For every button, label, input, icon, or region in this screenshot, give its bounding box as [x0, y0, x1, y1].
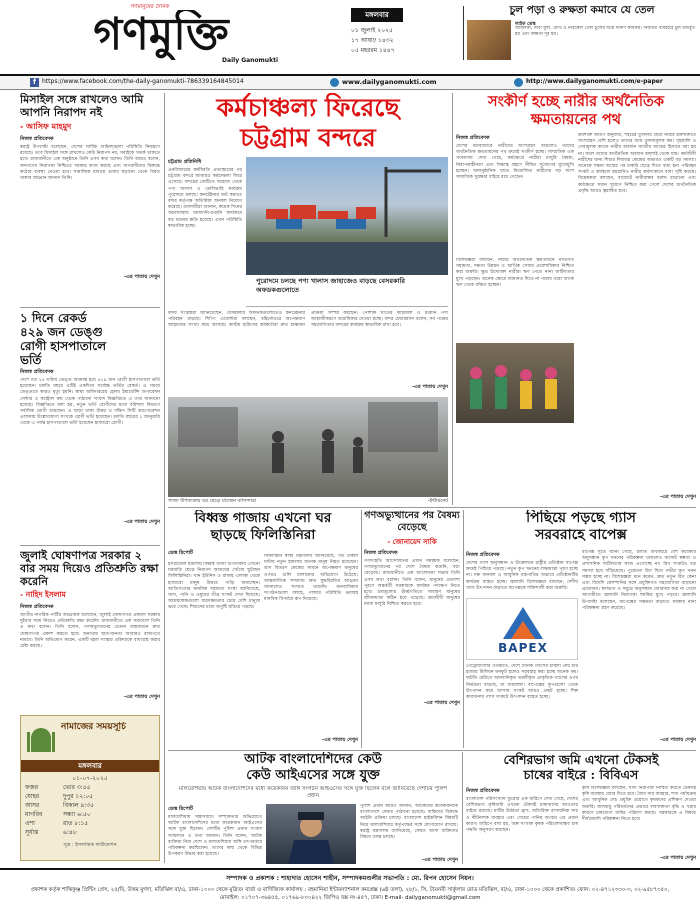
- ctg-tag: চট্টগ্রাম প্রতিনিধি: [168, 159, 202, 165]
- mosque-icon: [25, 722, 57, 754]
- epaper-icon: [514, 78, 523, 87]
- top-ad-box: [467, 4, 697, 64]
- missile-author: - আসিফ মাহমুদ: [20, 121, 72, 131]
- footer-line-2: প্রকাশক কর্তৃক শান্তিকুঞ্জ প্রিন্টিং প্রেস, ২৫/বি, উত্তর মুগদা, মতিঝিল বা/এ, ঢাকা-১০০০ থেকে মুদ্রিত। বার্তা ও বাণিজ্যিক কার্যালয় : রহমানিয়া ইন্টারন্যাশনাল কমপ্লেক্স (৬ষ্ঠ তলা), ২৮/১, সি, টয়েনবী সার্কুলার রোড মতিঝিল, বা/এ, ঢাকা-১০০০ থেকে প্রকাশিত। ফোন: ০২-৪৭১২৩৩০-৩, ০২-৯৫৮৭৩৫০, মোবাইল: ০১৭০৭-৩৬৪৫৫, ০১৭৬৯-৮০০৪২২ জিপিও বক্স নং-৪৫৭, ঢাকা। E-mail- dailyganomukti@gmail.com: [30, 887, 670, 901]
- women-workers-photo: [456, 343, 574, 423]
- gaza-body-2: ফিলিস্তিনি স্বাস্থ্য মন্ত্রণালয় জানিয়েছে, গত চব্বিশ ঘণ্টায় নতুন হামলায় অনেক মানুষ নিহত হয়েছেন। ত্রাণ বিতরণ কেন্দ্রের সামনে অপেক্ষমাণ মানুষের ওপরও গুলি চালানোর অভিযোগ উঠেছে। আন্তর্জাতিক সম্প্রদায় দ্রুত যুদ্ধবিরতির আহ্বান জানালেও সংঘাত থামেনি। মানবাধিকার সংগঠনগুলো বলছে, গাজার পরিস্থিতি ভয়াবহ মানবিক বিপর্যয়ে রূপ নিয়েছে।: [264, 554, 358, 603]
- ctg-caption: [246, 277, 448, 307]
- top-ad-photo: [467, 20, 511, 60]
- inequality-body: গণসংহতি আন্দোলনের প্রধান সমন্বয়ক বলেছেন, গণঅভ্যুত্থানের পর দেশে বৈষম্য কমেনি, বরং বেড়েছে। রাজধানীতে এক আলোচনা সভায় তিনি এসব কথা বলেন। তিনি বলেন, মানুষের প্রত্যাশা পূরণে অন্তর্বর্তী সরকারকে কার্যকর পদক্ষেপ নিতে হবে। দ্রব্যমূল্যের ঊর্ধ্বগতিতে সাধারণ মানুষের জীবনযাত্রা কঠিন হয়ে পড়েছে। শ্রমজীবী মানুষের ন্যায্য মজুরি নিশ্চিত করতে হবে।: [364, 559, 460, 608]
- date-english: ০১ জুলাই ২০২৫: [351, 27, 393, 34]
- prayer-name: এশা: [25, 820, 35, 827]
- prayer-row: [25, 828, 155, 837]
- women-continue[interactable]: -এর পাতায় দেখুন: [659, 494, 696, 500]
- dengue-tag: নিজস্ব প্রতিবেদক: [20, 369, 54, 375]
- prayer-day: মঙ্গলবার: [21, 760, 159, 772]
- land-continue[interactable]: -এর পাতায় দেখুন: [659, 855, 696, 861]
- land-tag: নিজস্ব প্রতিবেদক: [466, 788, 500, 794]
- url-bar: [0, 74, 700, 90]
- ctg-caption-text: পুরোদমে চলছে পণ্য খালাস জাহাজেও বাড়ছে বেসরকারি অফডকগুলোতে: [256, 277, 406, 294]
- masthead: [0, 0, 700, 74]
- july-author: - নাহিদ ইসলাম: [20, 590, 66, 599]
- dengue-headline: ১ দিনে রেকর্ড ৪২৯ জন ডেঙ্গু রোগী হাসপাতালে ভর্তি: [20, 311, 107, 367]
- police-headline-line1: আটক বাংলাদেশিদের কেউ: [244, 752, 382, 767]
- masthead-tagline: গণমানুষের দৈনিক: [130, 4, 170, 10]
- bapex-body-1: দেশের গ্যাস অনুসন্ধান ও উত্তোলনে রাষ্ট্রীয় প্রতিষ্ঠান বাপেক্স ক্রমেই পিছিয়ে পড়ছে। নতুন কূপ খননের লক্ষ্যমাত্রা পূরণ হচ্ছে না। দক্ষ জনবল ও আধুনিক যন্ত্রপাতির অভাবে প্রতিষ্ঠানটির কার্যক্রম ব্যাহত হচ্ছে। জ্বালানি বিশেষজ্ঞরা বলছেন, দেশীয় গ্যাস উৎপাদন বাড়াতে বাপেক্সকে শক্তিশালী করা জরুরি।: [466, 561, 578, 591]
- ctg-body-1: এনবিআরের কর্মবিরতি প্রত্যাহারের পর চট্টগ্রাম বন্দরে আবারও কর্মচাঞ্চল্য ফিরে এসেছে। বন্দরের জেটিতে জাহাজ থেকে পণ্য খালাস ও ডেলিভারি কার্যক্রম পুরোদমে চলছে। কনটেইনার জট কমাতে বন্দর কর্তৃপক্ষ অতিরিক্ত জনবল নিয়োগ করেছে। ব্যবসায়ীরা জানান, কয়েক দিনের অচলাবস্থায় আমদানি-রপ্তানি কার্যক্রমে বড় ধরনের ক্ষতি হয়েছে। এখন পরিস্থিতি স্বাভাবিক হচ্ছে।: [168, 168, 242, 229]
- gaza-story: [168, 510, 358, 748]
- ctg-headline-line1: কর্মচাঞ্চল্য ফিরেছে: [216, 93, 400, 122]
- website-link[interactable]: www.dailyganomukti.com: [342, 78, 437, 86]
- missile-body: স্বরাষ্ট্র উপদেষ্টা বলেছেন, দেশের সার্বিক আইনশৃঙ্খলা পরিস্থিতি নিয়ন্ত্রণে রয়েছে। তবে মিসাইল সঙ্গে রাখলেও কেউ নিরাপদ নয়, সবাইকে সতর্ক থাকতে হবে। রাজধানীতে এক অনুষ্ঠানে তিনি এসব কথা বলেন। তিনি আরও বলেন, জনগণের নিরাপত্তা নিশ্চিতে সরকার কাজ করছে এবং অপরাধীদের বিরুদ্ধে কঠোর ব্যবস্থা নেওয়া হবে। সামাজিক মাধ্যমে গুজব ছড়ানো থেকে বিরত থাকার আহ্বান জানান তিনি।: [20, 145, 160, 182]
- bapex-tag: নিজস্ব প্রতিবেদক: [466, 552, 500, 558]
- police-text-col: [168, 804, 262, 864]
- date-bangla: ১৭ আষাঢ় ১৪৩২: [351, 37, 394, 44]
- sunset-time: ৬:৪৮: [63, 829, 77, 836]
- prayer-name: মাগরিব: [25, 811, 43, 818]
- dengue-story: [20, 311, 160, 541]
- prayer-table: [25, 783, 155, 837]
- police-body-2: পুলিশ প্রধান আরও জানান, আটকদের কয়েকজনকে বাংলাদেশে ফেরত পাঠানো হয়েছে। বাকিদের বিরুদ্ধে আইনি প্রক্রিয়া চলছে। বাংলাদেশ হাইকমিশন বিষয়টি নিয়ে মালয়েশিয়ার কর্তৃপক্ষের সঙ্গে যোগাযোগ রাখছে। স্বরাষ্ট্র মন্ত্রণালয় জানিয়েছে, ফেরত আসা ব্যক্তিদের বিষয়ে তদন্ত চলছে।: [360, 804, 458, 841]
- police-body-1: মালয়েশিয়ায় সন্ত্রাসবাদে সম্পৃক্ততার অভিযোগে আটক বাংলাদেশিদের মধ্যে কয়েকজন আইএসের সঙ্গে যুক্ত ছিলেন। দেশটির পুলিশ প্রধান সংবাদ সম্মেলনে এ তথ্য জানান। তিনি বলেন, আটক ব্যক্তিরা নিজ দেশে ও মালয়েশিয়ায় জঙ্গি তৎপরতার পরিকল্পনা করছিলেন। তাদের কাছ থেকে বিভিন্ন উপকরণ উদ্ধার করা হয়েছে।: [168, 815, 262, 858]
- prayer-row: [25, 801, 155, 810]
- left-column: [20, 93, 160, 863]
- gaza-photo-credit: -ইন্টারনেট: [427, 498, 448, 504]
- police-deck: মালয়েশিয়ায় আটক বাংলাদেশিদের মধ্যে কয়েকজন জঙ্গি সংগঠন আইএসের সঙ্গে যুক্ত ছিলেন বলে জানিয়েছে দেশটির পুলিশ প্রধান: [178, 786, 448, 799]
- gaza-body-1: ইসরায়েলি হামলায় বিধ্বস্ত গাজা উপত্যকায় এখনো ঘরবাড়ি ছেড়ে নিরাপদ আশ্রয়ের খোঁজে ছুটছেন ফিলিস্তিনিরা। খান ইউনিস ও রাফাহ এলাকা থেকে হাজারো মানুষ উত্তরে পাড়ি জমাচ্ছেন। জাতিসংঘের মানবিক সহায়তা সংস্থা জানিয়েছে, খাদ্য, পানি ও ওষুধের তীব্র সংকট দেখা দিয়েছে। আশ্রয়কেন্দ্রগুলো ধারণক্ষমতার চেয়ে বেশি মানুষে ভরে গেছে। শিশুদের মধ্যে অপুষ্টি ছড়িয়ে পড়ছে।: [168, 562, 260, 611]
- land-headline-line1: বেশিরভাগ জমি এখনো টেকসই: [503, 752, 659, 767]
- women-text-col-1: [456, 133, 574, 253]
- missile-story: [20, 93, 160, 303]
- police-continue[interactable]: -এর পাতায় দেখুন: [421, 857, 458, 863]
- facebook-icon: f: [30, 78, 39, 87]
- masthead-title-en: Daily Ganomukti: [222, 57, 278, 64]
- gaza-headline-line2: ছাড়ছে ফিলিস্তিনিরা: [210, 527, 316, 543]
- bapex-logo-image: [466, 598, 578, 660]
- ctg-continue[interactable]: -এর পাতায় দেখুন: [411, 384, 448, 390]
- ctg-body-2: বন্দর সংশ্লিষ্টরা জানিয়েছেন, বেসরকারি অফডকগুলোতেও কনটেইনার পরিবহন বাড়ছে। শিপিং এজেন্টরা বলছেন, বহির্নোঙরে অপেক্ষমাণ জাহাজের সংখ্যা কমে আসছে। কাস্টম হাউসের কর্মকর্তারা দ্রুত শুল্কায়ন প্রক্রিয়া সম্পন্ন করছেন। পোশাক খাতের কাঁচামাল ও রপ্তানি পণ্য জাহাজীকরণে অগ্রাধিকার দেওয়া হচ্ছে। বন্দর চেয়ারম্যান বলেন, সব পক্ষের সহযোগিতায় বন্দরের কার্যক্রম স্বাভাবিক রাখা হবে।: [168, 311, 448, 329]
- prayer-time: দুপুর ১২:০৫: [63, 793, 94, 800]
- prayer-name: আসর: [25, 802, 40, 809]
- prayer-row: [25, 783, 155, 792]
- land-body-1: বাংলাদেশ পরিসংখ্যান ব্যুরোর এক জরিপে দেখা গেছে, দেশের বেশিরভাগ কৃষিজমি এখনো টেকসই চাষাবাদের আওতার বাইরে রয়েছে। মাটির উর্বরতা হ্রাস, অতিরিক্ত রাসায়নিক সার ও কীটনাশক ব্যবহার এবং সেচের পানির অপচয় এর প্রধান কারণ। জরিপে বলা হয়, অল্প সংখ্যক কৃষক পরিবেশবান্ধব চাষ পদ্ধতি অনুসরণ করছেন।: [466, 797, 578, 834]
- women-story: [456, 93, 696, 505]
- prayer-time: রাত ৮:১৫: [63, 820, 89, 827]
- missile-tag: নিজস্ব প্রতিবেদক: [20, 136, 54, 142]
- women-headline: সংকীর্ণ হচ্ছে নারীর অর্থনৈতিক ক্ষমতায়নের পথ: [487, 93, 665, 128]
- july-continue[interactable]: -এর পাতায় দেখুন: [123, 694, 160, 700]
- prayer-title: নামাজের সময়সূচি: [61, 722, 126, 732]
- top-ad-byline: লাইফ ডেস্ক: [515, 22, 536, 27]
- women-tag: নিজস্ব প্রতিবেদক: [456, 135, 490, 141]
- inequality-story: [364, 510, 460, 748]
- inequality-continue[interactable]: -এর পাতায় দেখুন: [423, 700, 460, 706]
- epaper-link[interactable]: http://www.dailyganomukti.com/e-paper: [526, 78, 663, 85]
- police-chief-photo: [266, 804, 356, 864]
- women-body-1: দেশের শ্রমবাজারে নারীদের অংশগ্রহণ বাড়লেও তাদের অর্থনৈতিক ক্ষমতায়নের পথ ক্রমেই সংকীর্ণ হচ্ছে। সাম্প্রতিক এক গবেষণায় দেখা গেছে, কর্মক্ষেত্রে নারীরা মজুরি বৈষম্য, নিরাপত্তাহীনতা এবং সিদ্ধান্ত গ্রহণে সীমিত সুযোগের মুখোমুখি হচ্ছেন। অনানুষ্ঠানিক খাতে নিয়োজিত নারীদের বড় অংশ সামাজিক সুরক্ষার বাইরে রয়ে গেছেন।: [456, 144, 574, 181]
- prayer-row: [25, 810, 155, 819]
- bapex-body-2: পেট্রোবাংলার তথ্যমতে, দেশে দৈনিক গ্যাসের চাহিদা প্রায় চার হাজার মিলিয়ন ঘনফুট হলেও সরবরাহ করা হচ্ছে অনেক কম। ঘাটতি মেটাতে আমদানিকৃত তরলীকৃত প্রাকৃতিক গ্যাসের ওপর নির্ভরতা বাড়ছে, যা ব্যয়বহুল। বাপেক্সের কূপগুলো থেকে উৎপাদন কমে আসায় সংকট আরও প্রকট হচ্ছে। শিল্প কারখানায় গ্যাস সংকটে উৎপাদন ব্যাহত হচ্ছে।: [466, 664, 578, 701]
- dengue-body: দেশে গত ২৪ ঘণ্টায় ডেঙ্গু আক্রান্ত হয়ে ৪২৯ জন রোগী হাসপাতালে ভর্তি হয়েছেন। চলতি বছরে এটিই একদিনে সর্বোচ্চ ভর্তির রেকর্ড। এ সময়ে ডেঙ্গুতে কারও মৃত্যু হয়নি। স্বাস্থ্য অধিদপ্তরের হেলথ ইমার্জেন্সি অপারেশন সেন্টার ও কন্ট্রোল রুম থেকে পাঠানো সংবাদ বিজ্ঞপ্তিতে এ তথ্য জানানো হয়েছে। বিজ্ঞপ্তিতে বলা হয়, নতুন ভর্তি রোগীদের মধ্যে বরিশাল বিভাগে সর্বাধিক রোগী রয়েছেন। এ ছাড়া ঢাকা উত্তর ও দক্ষিণ সিটি করপোরেশন এলাকায় উল্লেখযোগ্য সংখ্যক রোগী ভর্তি হয়েছেন। চলতি বছরের ১ জানুয়ারি থেকে এ পর্যন্ত হাসপাতালে ভর্তি হয়েছেন হাজারো রোগী।: [20, 378, 160, 427]
- prayer-date: ০১-০৭-২০২৫: [72, 775, 108, 782]
- bapex-headline-line2: সরবরাহে বাপেক্স: [535, 527, 627, 543]
- bapex-story: [466, 510, 696, 748]
- prayer-times-box: [20, 715, 160, 861]
- gaza-photo: [168, 397, 448, 497]
- ctg-headline-line2: চট্টগ্রাম বন্দরে: [240, 123, 376, 152]
- footer-line-1: সম্পাদক ও প্রকাশক : শাহাদাত হোসেন শাহীন, সম্পাদকমণ্ডলীর সভাপতি : মো. রিপন হোসেন নিয়ন।: [226, 875, 474, 882]
- facebook-link[interactable]: https://www.facebook.com/the-daily-ganomukti-786339164845014: [42, 78, 244, 85]
- inequality-author: - জোনায়েদ সাকি: [387, 537, 437, 546]
- missile-headline: মিসাইল সঙ্গে রাখলেও আমি আপনি নিরাপদ নই: [20, 93, 144, 119]
- top-ad-title: চুল পড়া ও রুক্ষতা কমাবে যে তেল: [509, 4, 655, 16]
- top-ad-text: আমলকী, জবা ফুল, মেথি ও নারকেল তেল চুলের যত্নে দারুণ কার্যকর। নিয়মিত ব্যবহারে চুল মজবুত হয় এবং রুক্ষতা দূর হয়।: [515, 26, 695, 38]
- missile-continue[interactable]: -এর পাতায় দেখুন: [123, 274, 160, 280]
- weekday-label: মঙ্গলবার: [351, 8, 403, 22]
- july-story: [20, 549, 160, 714]
- land-headline-line2: চাষের বাইরে : বিবিএস: [523, 767, 639, 782]
- prayer-name: যোহর: [25, 793, 40, 800]
- bapex-text-col-1: [466, 550, 578, 594]
- bapex-continue[interactable]: -এর পাতায় দেখুন: [659, 737, 696, 743]
- masthead-title: গণমুক্তি: [93, 10, 229, 60]
- women-body-2: বিশেষজ্ঞরা বলছেন, নারীর অর্থনৈতিক ক্ষমতায়নে নীতিগত সহায়তা, দক্ষতা উন্নয়ন ও আর্থিক সেবায় প্রবেশাধিকার নিশ্চিত করা জরুরি। ক্ষুদ্র উদ্যোক্তা নারীরা ঋণ পেতে নানা জটিলতার মুখে পড়ছেন। অনেক ক্ষেত্রে জামানত দিতে না পারায় তারা ব্যাংক ঋণ থেকে বঞ্চিত হচ্ছেন।: [456, 258, 574, 288]
- police-tag: ডেস্ক রিপোর্ট: [168, 806, 193, 812]
- women-body-3: শ্রমশক্তি জরিপ অনুযায়ী, শহরের তুলনায় গ্রামে নারীর শ্রমশক্তিতে অংশগ্রহণ বেশি হলেও তাদের আয় তুলনামূলক কম। গৃহস্থালি ও সেবামূলক কাজে নারীর অবদান জাতীয় আয়ের হিসাবে ধরা হয় না। ফলে তাদের অর্থনৈতিক অবদান অদৃশ্যই থেকে যায়। কর্মজীবী নারীদের জন্য শিশুর দিবাযত্ন কেন্দ্রের অভাবও একটি বড় সমস্যা। অনেকে সন্তান জন্মের পর চাকরি ছেড়ে দিতে বাধ্য হন। পরিবহন সংকট ও কর্মস্থলে হয়রানিও নারীর কর্মসংস্থানে বাধা সৃষ্টি করছে। বিশ্লেষকরা বলছেন, বাজেটে নারীবান্ধব বরাদ্দ বাড়ানো এবং কর্মক্ষেত্রে সমান সুযোগ নিশ্চিত করা গেলে দেশের অর্থনৈতিক প্রবৃদ্ধি আরও ত্বরান্বিত হবে।: [578, 133, 696, 194]
- prayer-source: সূত্র : ইসলামিক ফাউন্ডেশন: [63, 842, 117, 848]
- bapex-body-3: বাপেক্স সূত্রে জানা গেছে, চলতি অর্থবছরে বেশ কয়েকটি অনুসন্ধান কূপ খননের পরিকল্পনা থাকলেও বাজেট স্বল্পতা ও প্রশাসনিক জটিলতায় কাজ এগোচ্ছে না। রিগ সংকটও বড় সমস্যা হয়ে দাঁড়িয়েছে। পুরোনো রিগ দিয়ে গভীর কূপ খনন সম্ভব হচ্ছে না। বিশেষজ্ঞরা মনে করেন, দ্রুত নতুন রিগ কেনা এবং বিদেশি কোম্পানির সঙ্গে প্রযুক্তিগত সহযোগিতা বাড়ানো প্রয়োজন। স্থলভাগ ও সমুদ্রে অনুসন্ধান জোরদার করা না গেলে আগামীতে জ্বালানি নিরাপত্তা হুমকির মুখে পড়বে। জ্বালানি উপদেষ্টা বলেছেন, বাপেক্সের সক্ষমতা বাড়াতে সরকার নানা পরিকল্পনা গ্রহণ করেছে।: [582, 550, 696, 611]
- prayer-time: বিকাল ৪:৩৫: [63, 802, 95, 809]
- globe-icon: [330, 78, 339, 87]
- port-crane-photo: [246, 157, 448, 275]
- prayer-row: [25, 819, 155, 828]
- land-story: [466, 752, 696, 864]
- land-text-col-1: [466, 786, 578, 862]
- date-box: [341, 6, 463, 62]
- inequality-tag: নিজস্ব প্রতিবেদক: [364, 550, 398, 556]
- july-headline: জুলাই ঘোষণাপত্র সরকার ২ বার সময় দিয়েও প্রতিশ্রুতি রক্ষা করেনি: [20, 549, 159, 588]
- prayer-time: সন্ধ্যা ৬:৫০: [63, 811, 91, 818]
- gaza-photo-caption: গাজা উপত্যকায় ঘর ছেড়ে যাচ্ছেন বাসিন্দারা: [168, 498, 257, 504]
- dengue-continue[interactable]: -এর পাতায় দেখুন: [123, 519, 160, 525]
- gaza-headline-line1: বিধ্বস্ত গাজায় এখনো ঘর: [194, 510, 332, 526]
- gaza-tag: ডেস্ক রিপোর্ট: [168, 550, 193, 556]
- police-story: [168, 752, 458, 864]
- footer: [0, 868, 700, 910]
- prayer-time: ভোর ৩:৫৫: [63, 784, 91, 791]
- ctg-story: [168, 93, 448, 505]
- july-body: জাতীয় নাগরিক পার্টির আহ্বায়ক বলেছেন, জুলাই ঘোষণাপত্র প্রকাশে সরকার দুইবার সময় নিয়েও প্রতিশ্রুতি রক্ষা করেনি। রাজধানীতে এক সমাবেশে তিনি এ কথা বলেন। তিনি বলেন, গণঅভ্যুত্থানের চেতনা বাস্তবায়নে দ্রুত ঘোষণাপত্র প্রকাশ করতে হবে। অন্যথায় ছাত্র-জনতা আবারও রাজপথে নামবে। তিনি অভিযোগ করেন, একটি মহল সংস্কার প্রক্রিয়াকে বাধাগ্রস্ত করার চেষ্টা করছে।: [20, 613, 160, 650]
- prayer-row: [25, 792, 155, 801]
- sunset-label: সূর্যাস্ত: [25, 829, 39, 836]
- date-hijri: ০৫ মহররম ১৪৪৭: [351, 47, 395, 54]
- july-tag: নিজস্ব প্রতিবেদক: [20, 604, 54, 610]
- prayer-name: ফজর: [25, 784, 39, 791]
- bapex-logo-text: BAPEX: [498, 641, 548, 655]
- police-headline-line2: কেউ আইএসের সঙ্গে যুক্ত: [246, 768, 380, 783]
- ctg-left-text: [168, 157, 242, 267]
- bapex-headline-line1: পিছিয়ে পড়ছে গ্যাস: [526, 510, 636, 526]
- inequality-headline: গণঅভ্যুত্থানের পর বৈষম্য বেড়েছে: [364, 510, 460, 533]
- land-body-2: কৃষি বিশেষজ্ঞরা বলছেন, খাদ্য নিরাপত্তা নিশ্চিত করতে টেকসই কৃষি ব্যবস্থায় জোর দিতে হবে। জৈব সার ব্যবহার, শস্য পর্যায়ক্রম এবং আধুনিক সেচ প্রযুক্তি প্রয়োগে কৃষকদের প্রশিক্ষণ দেওয়া জরুরি। জলবায়ু পরিবর্তনের প্রভাবে লবণাক্ততা বৃদ্ধি ও খরার কারণে চাষযোগ্য জমির পরিমাণ কমছে। সরকারকে এ বিষয়ে দীর্ঘমেয়াদি পরিকল্পনা নিতে হবে।: [582, 786, 696, 823]
- gaza-continue[interactable]: -এর পাতায় দেখুন: [321, 737, 358, 743]
